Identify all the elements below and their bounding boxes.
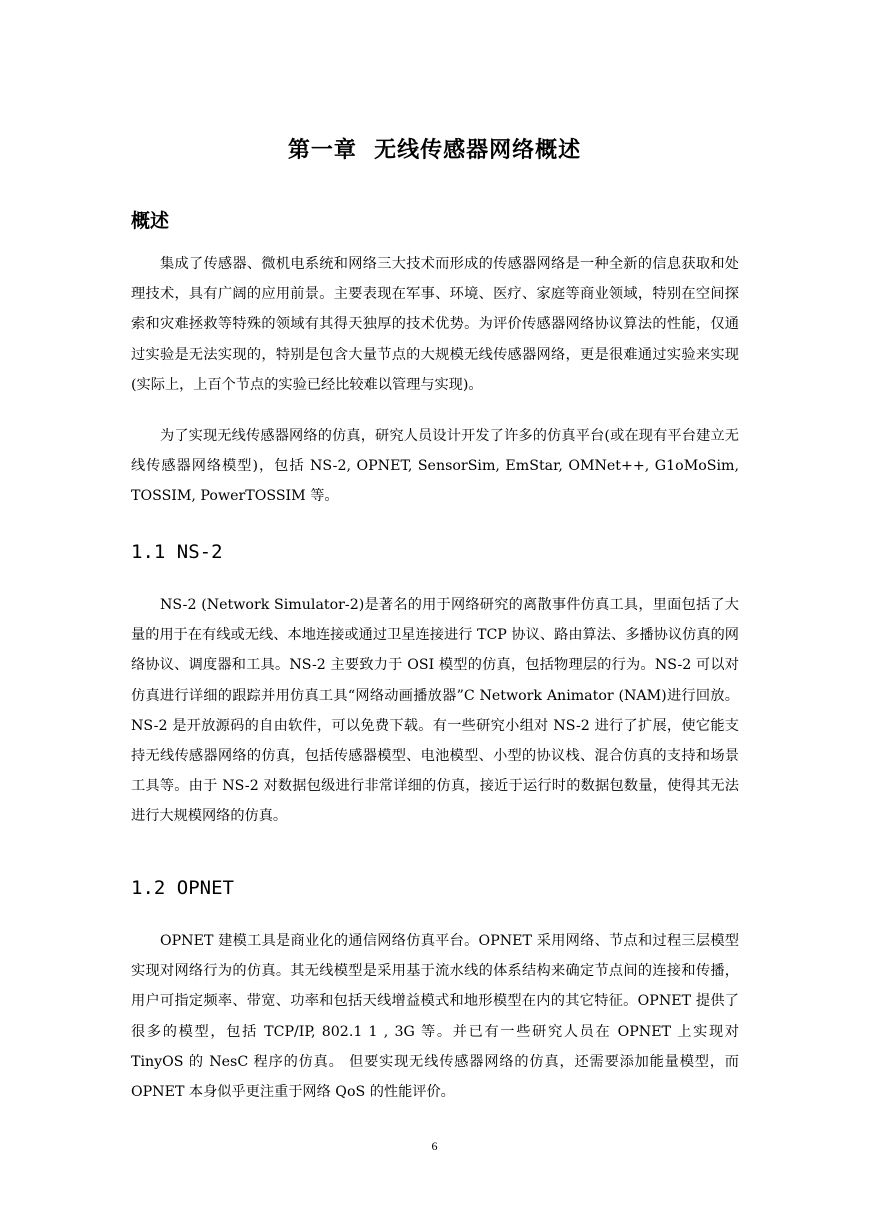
- page-number: 6: [431, 1139, 438, 1153]
- paragraph-opnet-1: OPNET 建模工具是商业化的通信网络仿真平台。OPNET 采用网络、节点和过程三层模型实现对网络行为的仿真。其无线模型是采用基于流水线的体系结构来确定节点间的连接和传播，用户可指定频率、带宽、功率和包括天线增益模式和地形模型在内的其它特征。OPNET 提供了很多的模型，包括 TCP/IP, 802.1 1 , 3G 等。并已有一些研究人员在 OPNET 上实现对 TinyOS 的 NesC 程序的仿真。 但要实现无线传感器网络的仿真，还需要添加能量模型，而 OPNET 本身似乎更注重于网络 QoS 的性能评价。: [131, 933, 739, 1101]
- paragraph-overview-1: 集成了传感器、微机电系统和网络三大技术而形成的传感器网络是一种全新的信息获取和处理技术，具有广阔的应用前景。主要表现在军事、环境、医疗、家庭等商业领域，特别在空间探索和灾难拯救等特殊的领域有其得天独厚的技术优势。为评价传感器网络协议算法的性能，仅通过实验是无法实现的，特别是包含大量节点的大规模无线传感器网络，更是很难通过实验来实现(实际上，上百个节点的实验已经比较难以管理与实现)。: [131, 256, 739, 393]
- chapter-title: 第一章 无线传感器网络概述: [287, 138, 582, 163]
- section-heading-opnet: 1.2 OPNET: [131, 877, 234, 899]
- paragraph-overview-2: 为了实现无线传感器网络的仿真，研究人员设计开发了许多的仿真平台(或在现有平台建立无线传感器网络模型)，包括 NS-2, OPNET, SensorSim, EmStar, OMNet++, G1oMoSim, TOSSIM, PowerTOSSIM 等。: [131, 428, 739, 505]
- paragraph-ns2-1: NS-2 (Network Simulator-2)是著名的用于网络研究的离散事件仿真工具，里面包括了大量的用于在有线或无线、本地连接或通过卫星连接进行 TCP 协议、路由算法、多播协议仿真的网络协议、调度器和工具。NS-2 主要致力于 OSI 模型的仿真，包括物理层的行为。NS-2 可以对仿真进行详细的跟踪并用仿真工具“网络动画播放器”C Network Animator (NAM)进行回放。NS-2 是开放源码的自由软件，可以免费下载。有一些研究小组对 NS-2 进行了扩展，使它能支持无线传感器网络的仿真，包括传感器模型、电池模型、小型的协议栈、混合仿真的支持和场景工具等。由于 NS-2 对数据包级进行非常详细的仿真，接近于运行时的数据包数量，使得其无法进行大规模网络的仿真。: [131, 597, 739, 825]
- section-heading-overview: 概述: [131, 210, 170, 232]
- section-heading-ns2: 1.1 NS-2: [131, 541, 223, 563]
